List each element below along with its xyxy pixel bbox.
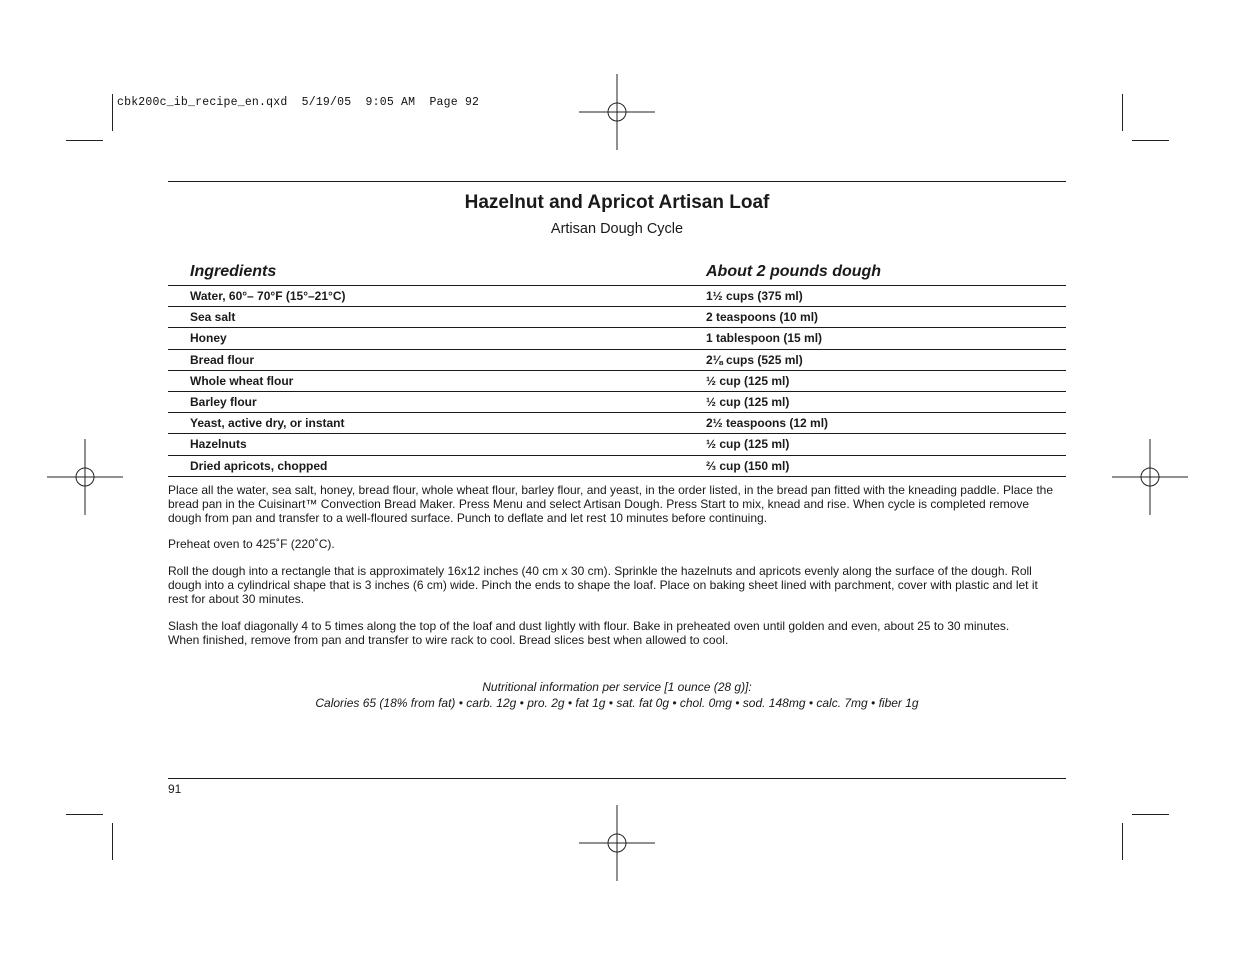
- registration-mark-right-icon: [1112, 439, 1188, 515]
- ingredient-amount: ½ cup (125 ml): [706, 394, 790, 409]
- ingredient-name: Water, 60°– 70°F (15°–21°C): [190, 289, 346, 303]
- table-row: [168, 286, 1066, 307]
- crop-mark-bottom-left-h: [66, 814, 103, 815]
- registration-mark-top-icon: [579, 74, 655, 150]
- method-paragraph-2: Preheat oven to 425˚F (220˚C).: [168, 537, 335, 551]
- nutrition-values: Calories 65 (18% from fat) • carb. 12g • pro. 2g • fat 1g • sat. fat 0g • chol. 0mg • sod. 148mg • calc. 7mg • fiber 1g: [315, 696, 919, 710]
- method-paragraph-3: Roll the dough into a rectangle that is approximately 16x12 inches (40 cm x 30 cm). Sprinkle the hazelnuts and apricots evenly along the surface of the dough. Roll dough into a cylindrical shape that is 3 inches (6 cm) wide. Pinch the ends to shape the loaf. Place on baking sheet lined with parchment, cover with plastic and let it rest for about 30 minutes.: [168, 564, 1038, 606]
- bottom-rule: [168, 778, 1066, 779]
- ingredient-amount: ⅔ cup (150 ml): [706, 458, 790, 473]
- table-row: [168, 307, 1066, 328]
- crop-mark-bottom-right-h: [1132, 814, 1169, 815]
- ingredient-amount: 2 teaspoons (10 ml): [706, 310, 819, 325]
- ingredient-amount: 2⅛ cups (525 ml): [706, 352, 803, 367]
- crop-mark-top-left-v: [112, 94, 113, 131]
- ingredient-name: Whole wheat flour: [190, 373, 294, 388]
- crop-mark-bottom-right-v: [1122, 823, 1123, 860]
- crop-mark-top-right-h: [1132, 140, 1169, 141]
- header-ingredients: Ingredients: [190, 263, 277, 280]
- ingredient-name: Sea salt: [190, 310, 236, 325]
- ingredient-amount: 1½ cups (375 ml): [706, 289, 803, 303]
- nutrition-heading: Nutritional information per service [1 ounce (28 g)]:: [482, 680, 752, 694]
- table-row: [168, 392, 1066, 413]
- table-row: [168, 328, 1066, 349]
- ingredient-name: Hazelnuts: [190, 437, 247, 452]
- ingredients-table: [168, 263, 1066, 477]
- ingredient-name: Honey: [190, 331, 227, 346]
- crop-mark-top-right-v: [1122, 94, 1123, 131]
- ingredient-name: Yeast, active dry, or instant: [190, 416, 345, 431]
- ingredient-amount: ½ cup (125 ml): [706, 437, 790, 452]
- registration-mark-left-icon: [47, 439, 123, 515]
- recipe-title: Hazelnut and Apricot Artisan Loaf: [464, 192, 770, 213]
- method-paragraph-1: Place all the water, sea salt, honey, bread flour, whole wheat flour, barley flour, and yeast, in the order listed, in the bread pan fitted with the kneading paddle. Place the bread pan in the Cuisinart™ Convection Bread Maker. Press Menu and select Artisan Dough. Press Start to mix, knead and rise. When cycle is completed remove dough from pan and transfer to a well-floured surface. Punch to deflate and let rest 10 minutes before continuing.: [168, 483, 1053, 525]
- ingredient-name: Dried apricots, chopped: [190, 458, 328, 473]
- table-row: [168, 371, 1066, 392]
- ingredient-amount: 1 tablespoon (15 ml): [706, 331, 823, 346]
- table-row: [168, 434, 1066, 455]
- recipe-subtitle: Artisan Dough Cycle: [550, 221, 684, 237]
- table-header: [168, 263, 1066, 286]
- header-amount: About 2 pounds dough: [706, 263, 882, 280]
- ingredient-name: Barley flour: [190, 394, 257, 409]
- ingredient-name: Bread flour: [190, 352, 255, 367]
- print-slug: cbk200c_ib_recipe_en.qxd 5/19/05 9:05 AM Page 92: [117, 96, 480, 109]
- table-row: [168, 456, 1066, 477]
- crop-mark-bottom-left-v: [112, 823, 113, 860]
- crop-mark-top-left-h: [66, 140, 103, 141]
- ingredient-amount: ½ cup (125 ml): [706, 373, 790, 388]
- table-row: [168, 413, 1066, 434]
- page-number: 91: [168, 782, 182, 796]
- registration-mark-bottom-icon: [579, 805, 655, 881]
- ingredient-amount: 2½ teaspoons (12 ml): [706, 416, 829, 431]
- method-paragraph-4: Slash the loaf diagonally 4 to 5 times along the top of the loaf and dust lightly with flour. Bake in preheated oven until golden and even, about 25 to 30 minutes. When finished, remove from pan and transfer to wire rack to cool. Bread slices best when allowed to cool.: [168, 619, 1010, 647]
- top-rule: [168, 181, 1066, 182]
- table-row: [168, 350, 1066, 371]
